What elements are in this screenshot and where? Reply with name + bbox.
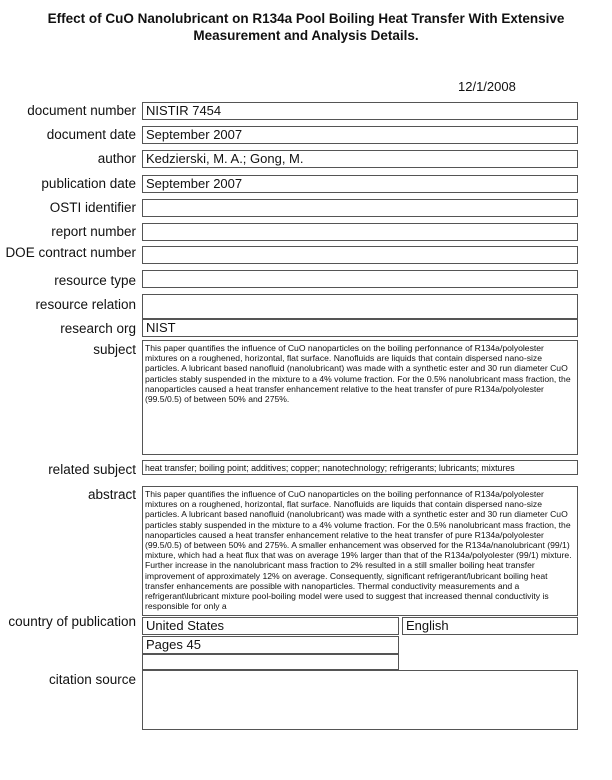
document-title: Effect of CuO Nanolubricant on R134a Pool Boiling Heat Transfer With Extensive Measurement and Analysis Details.: [47, 11, 565, 43]
doe-contract-number-label: DOE contract number: [5, 245, 136, 260]
research-org-label: research org: [60, 321, 136, 336]
doe-contract-number-field[interactable]: [142, 246, 578, 264]
extra-field[interactable]: [142, 654, 399, 670]
subject-field[interactable]: This paper quantifies the influence of CuO nanoparticles on the boiling perfonnance of R134a/polyolester mixtures on a roughened, horizontal, flat surface. Nanofluids are liquids that contain dispersed nano-size particles. A lubricant based nanofluid (nanolubricant) was made with a synthetic ester and 30 run diameter CuO particles stably suspended in the mixture to a 4% volume fraction. For the 0.5% nanolubricant mass fraction, the nanoparticles caused a heat transfer enhancement relative to the heat transfer of pure R134a/polyolester (99.5/0.5) of between 50% and 275%.: [142, 340, 578, 455]
citation-source-field[interactable]: [142, 670, 578, 730]
osti-identifier-label: OSTI identifier: [49, 200, 136, 215]
related-subject-label: related subject: [48, 462, 136, 477]
citation-source-label: citation source: [48, 672, 136, 687]
author-field[interactable]: Kedzierski, M. A.; Gong, M.: [142, 150, 578, 168]
publication-date-field[interactable]: September 2007: [142, 175, 578, 193]
report-date: 12/1/2008: [458, 79, 516, 94]
report-number-label: report number: [51, 224, 136, 239]
resource-type-field[interactable]: [142, 270, 578, 288]
publication-date-label: publication date: [41, 176, 136, 191]
country-field[interactable]: United States: [142, 617, 399, 635]
resource-relation-field[interactable]: [142, 294, 578, 319]
subject-label: subject: [93, 342, 136, 357]
document-number-label: document number: [27, 103, 136, 118]
language-field[interactable]: English: [402, 617, 578, 635]
osti-identifier-field[interactable]: [142, 199, 578, 217]
abstract-label: abstract: [87, 487, 136, 502]
resource-relation-label: resource relation: [35, 297, 136, 312]
document-date-field[interactable]: September 2007: [142, 126, 578, 144]
author-label: author: [97, 151, 136, 166]
related-subject-field[interactable]: heat transfer; boiling point; additives; copper; nanotechnology; refrigerants; lubricants; mixtures: [142, 460, 578, 475]
resource-type-label: resource type: [54, 273, 136, 288]
country-of-publication-label: country of publication: [8, 614, 136, 629]
abstract-field[interactable]: This paper quantifies the influence of CuO nanoparticles on the boiling perfonnance of R134a/polyolester mixtures on a roughened, horizontal, flat surface. Nanofluids are liquids that contain dispersed nano-size particles. A lubricant based nanofluid (nanolubricant) was made with a synthetic ester and 30 run diameter CuO particles stably suspended in the mixture to a 4% volume fraction. For the 0.5% nanolubricant mass fraction, the nanoparticles caused a heat transfer enhancement relative to the heat transfer of pure R134a/polyolester (99.5/0.5) of between 50% and 275%. A smaller enhancement was observed for the R134a/nanolubricant (99/1) mixture, which had a heat flux that was on average 19% larger than that of the R134a/polyolester (99/1) mixture. Further increase in the nanolubricant mass fraction to 2% resulted in a still smaller boiling heat transfer improvement of approximately 12% on average. Consequently, significant refrigerant/lubricant boiling heat transfer enhancements are possible with nanoparticles. Thermal conductivity measurements and a refrigerant\lubricant mixture pool-boiling model were used to suggest that increased thennal conductivity is responsible for only a: [142, 486, 578, 616]
document-number-field[interactable]: NISTIR 7454: [142, 102, 578, 120]
document-date-label: document date: [46, 127, 136, 142]
research-org-field[interactable]: NIST: [142, 319, 578, 337]
report-number-field[interactable]: [142, 223, 578, 241]
pages-field[interactable]: Pages 45: [142, 636, 399, 654]
